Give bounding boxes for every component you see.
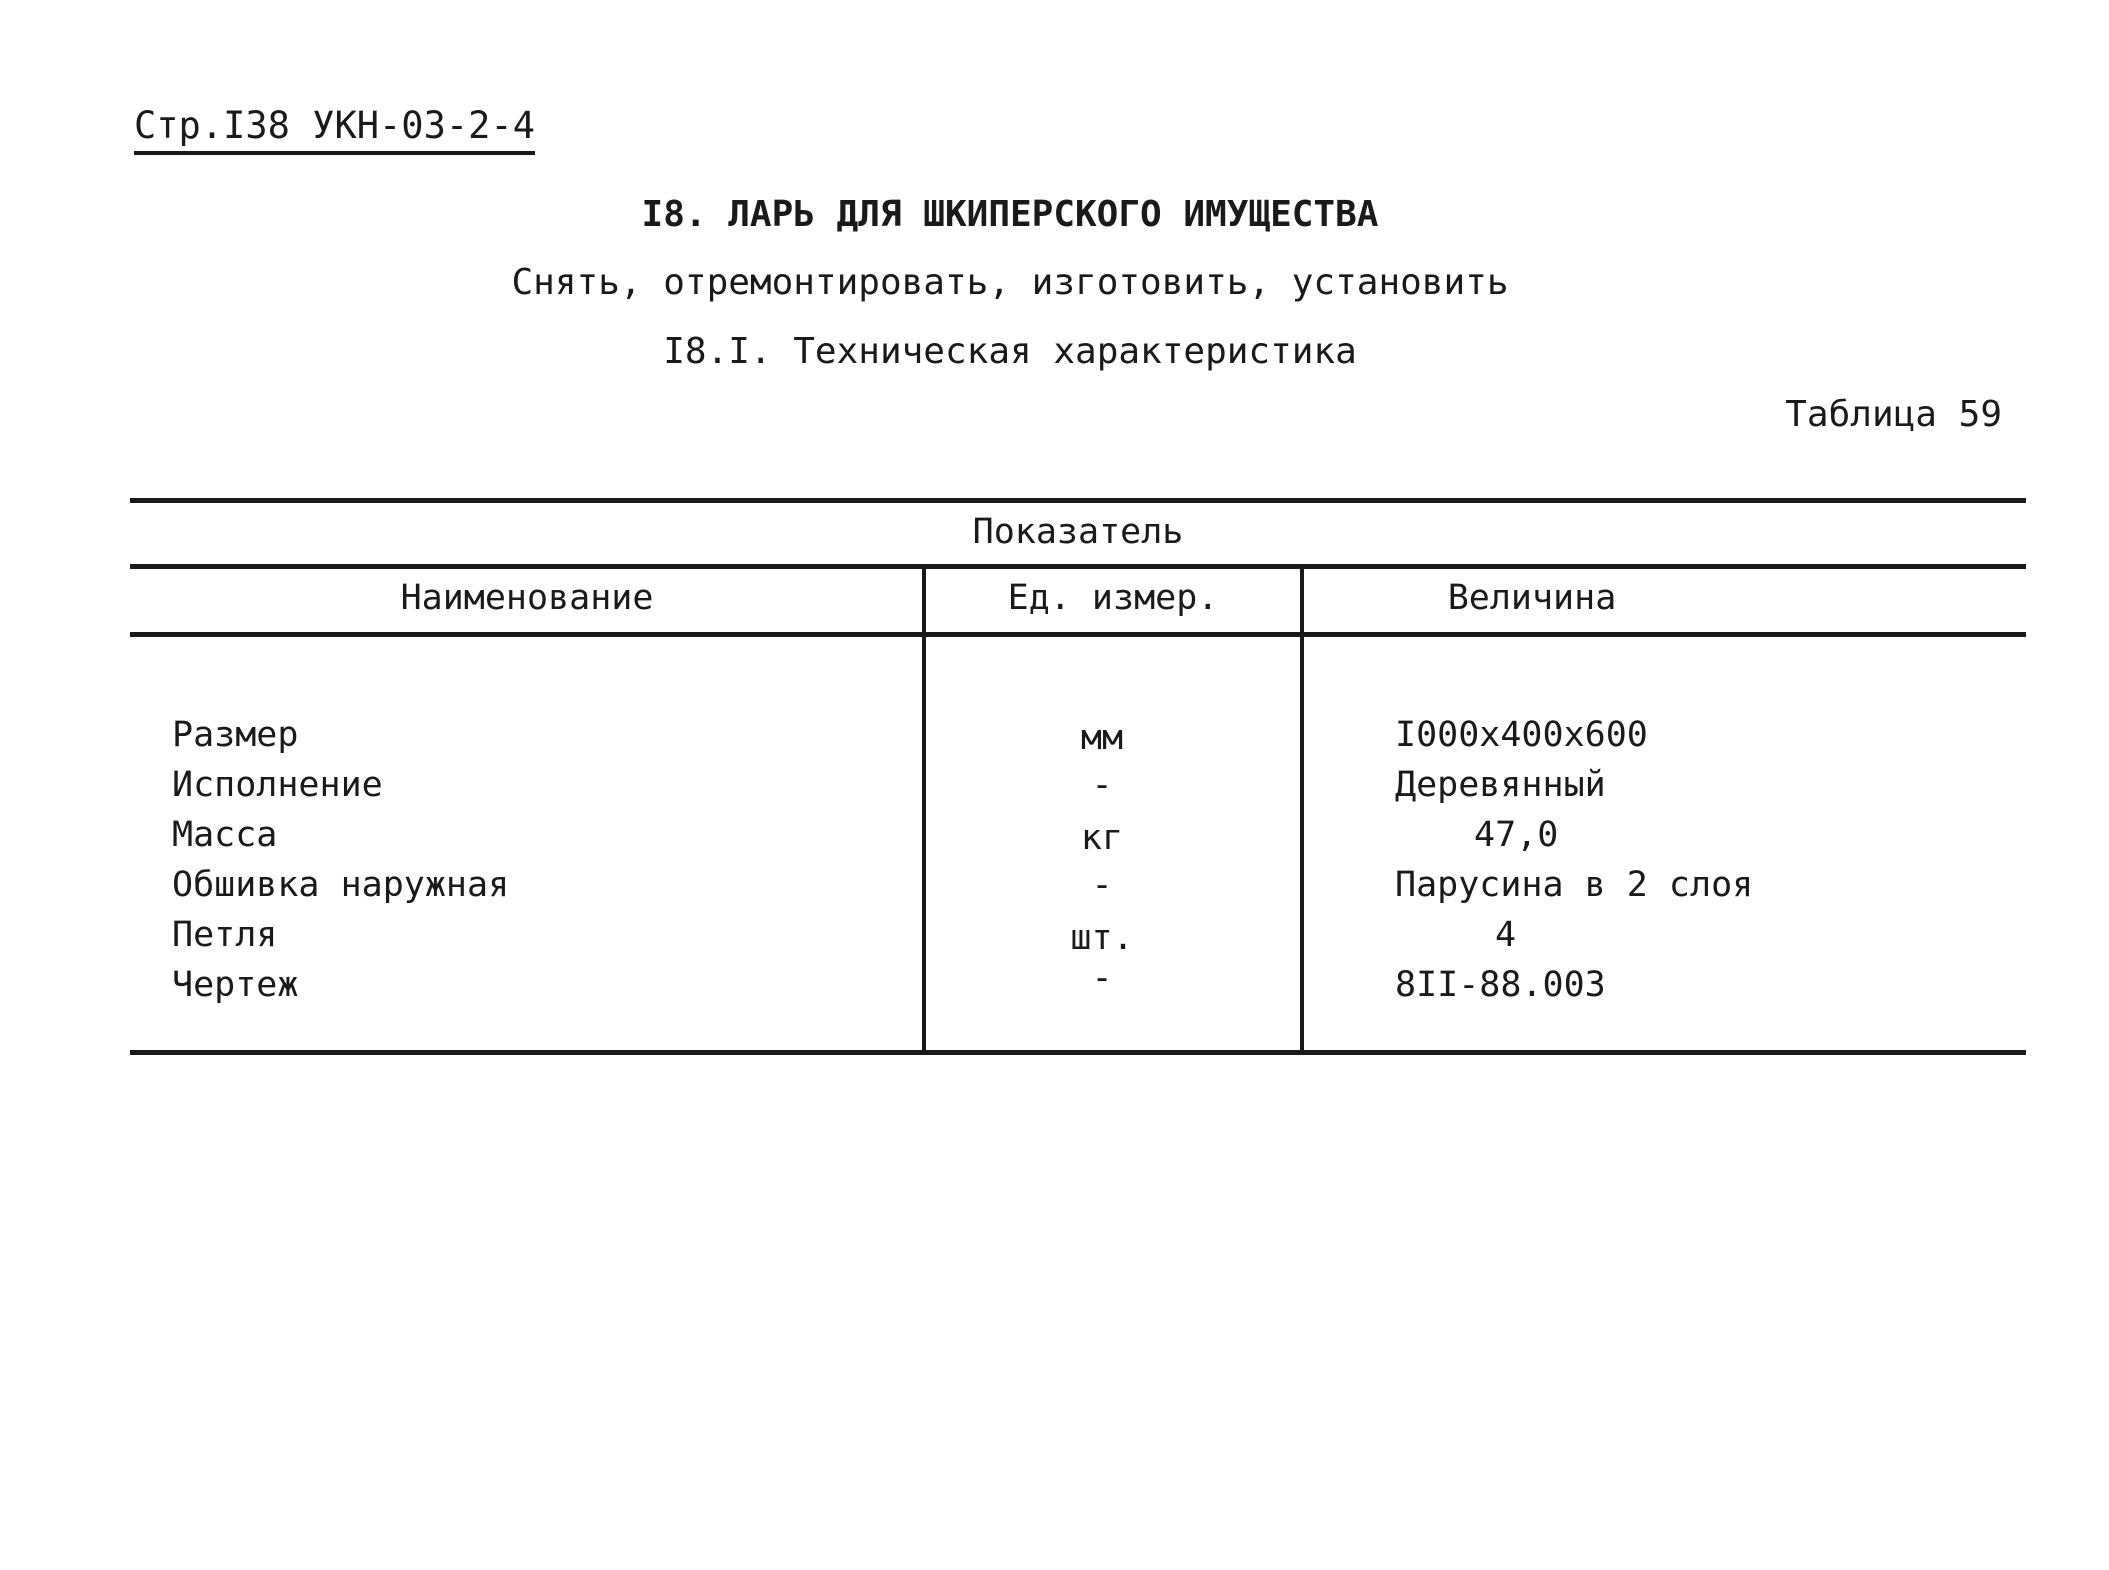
row-unit-size: мм	[1080, 718, 1124, 758]
row-value-outer-sheathing: Парусина в 2 слоя	[1395, 865, 1754, 905]
row-name-hinge: Петля	[172, 915, 278, 955]
row-unit-execution: -	[1091, 765, 1113, 805]
row-name-mass: Масса	[172, 815, 278, 855]
section-title: I8. ЛАРЬ ДЛЯ ШКИПЕРСКОГО ИМУЩЕСТВА	[641, 194, 1379, 235]
row-value-drawing: 8II-88.003	[1395, 965, 1606, 1005]
table-number: Таблица 59	[1785, 394, 2002, 435]
column-header-value: Величина	[1447, 578, 1617, 618]
row-value-size: I000х400х600	[1395, 715, 1648, 755]
group-header-rule	[130, 564, 2026, 569]
table-top-rule	[130, 498, 2026, 503]
row-value-mass: 47,0	[1474, 815, 1559, 855]
row-value-execution: Деревянный	[1395, 765, 1606, 805]
row-unit-drawing: -	[1091, 958, 1113, 998]
column-header-unit: Ед. измер.	[1007, 578, 1219, 618]
table-bottom-rule	[130, 1050, 2026, 1055]
column-divider-1	[922, 566, 926, 1054]
row-name-drawing: Чертеж	[172, 965, 299, 1005]
row-value-hinge: 4	[1495, 915, 1517, 955]
row-name-size: Размер	[172, 715, 299, 755]
section-subtitle: Снять, отремонтировать, изготовить, установить	[511, 262, 1509, 303]
group-header: Показатель	[972, 512, 1184, 552]
page-reference-header: Стр.I38 УКН-03-2-4	[134, 104, 535, 155]
row-name-execution: Исполнение	[172, 765, 383, 805]
subsection-title: I8.I. Техническая характеристика	[663, 331, 1357, 372]
row-name-outer-sheathing: Обшивка наружная	[172, 865, 510, 905]
column-header-name: Наименование	[400, 578, 654, 618]
row-unit-hinge: шт.	[1070, 918, 1134, 958]
row-unit-outer-sheathing: -	[1091, 865, 1113, 905]
row-unit-mass: кг	[1080, 818, 1124, 858]
column-divider-2	[1300, 566, 1304, 1054]
column-header-rule	[130, 632, 2026, 637]
